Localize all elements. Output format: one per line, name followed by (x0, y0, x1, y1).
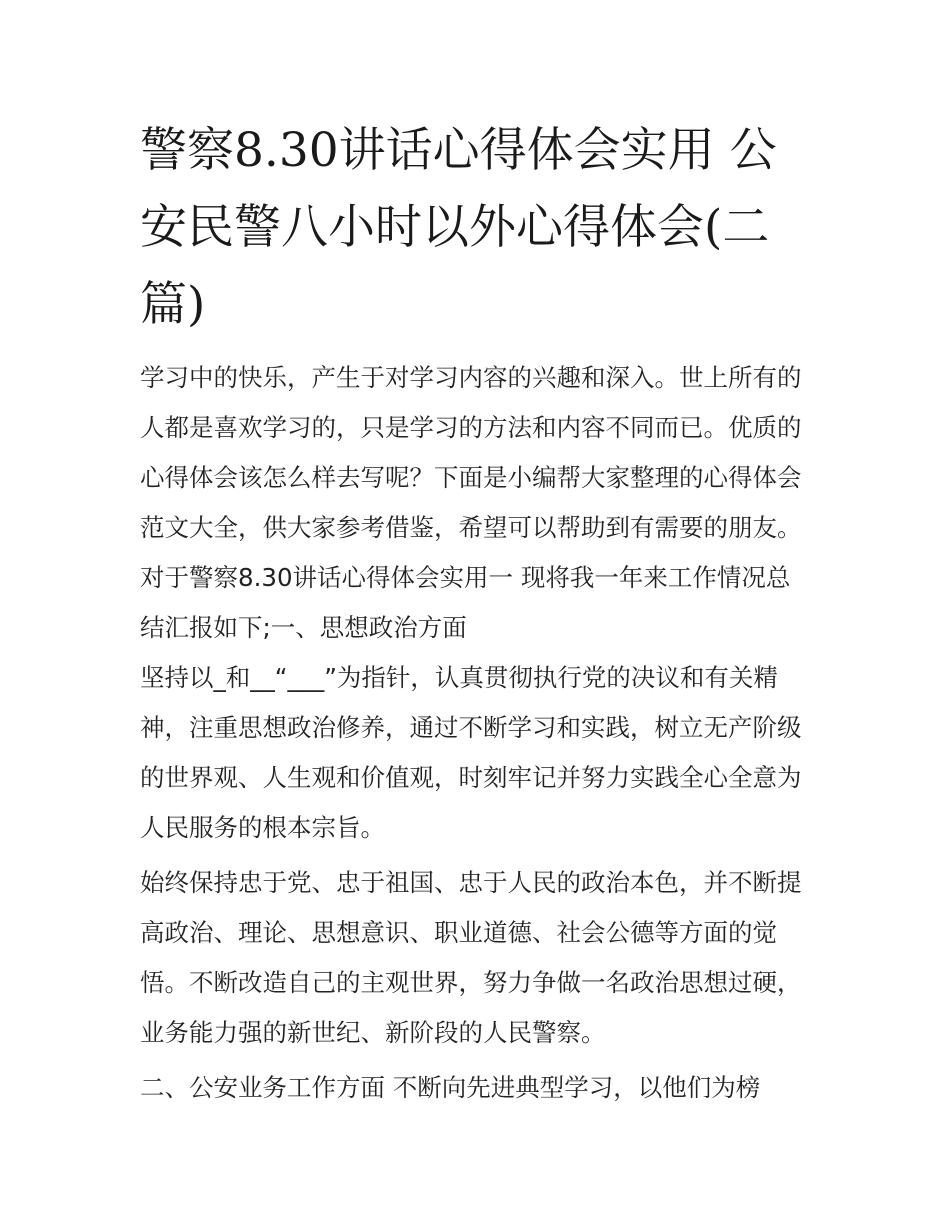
title-line-1: 警察8.30讲话心得体会实用 公 (140, 123, 777, 178)
title-line-2: 安民警八小时以外心得体会(二 (140, 200, 770, 255)
body-line: 坚持以_和__“___”为指针，认真贯彻执行党的决议和有关精 (140, 663, 778, 692)
body-line: 范文大全，供大家参考借鉴，希望可以帮助到有需要的朋友。 (140, 513, 802, 542)
body-line: 悟。不断改造自己的主观世界，努力争做一名政治思想过硬， (140, 968, 802, 997)
body-line: 业务能力强的新世纪、新阶段的人民警察。 (140, 1018, 606, 1047)
body-line: 始终保持忠于党、忠于祖国、忠于人民的政治本色，并不断提 (140, 868, 802, 897)
body-line: 高政治、理论、思想意识、职业道德、社会公德等方面的觉 (140, 918, 777, 947)
body-line: 对于警察8.30讲话心得体会实用一 现将我一年来工作情况总 (140, 563, 791, 592)
body-line: 结汇报如下;一、思想政治方面 (140, 613, 467, 642)
document-title (140, 112, 830, 343)
body-line: 人都是喜欢学习的，只是学习的方法和内容不同而已。优质的 (140, 413, 802, 442)
body-line: 心得体会该怎么样去写呢？下面是小编帮大家整理的心得体会 (140, 463, 802, 492)
body-line: 的世界观、人生观和价值观，时刻牢记并努力实践全心全意为 (140, 763, 802, 792)
body-line: 二、公安业务工作方面 不断向先进典型学习，以他们为榜 (140, 1073, 761, 1102)
body-line: 人民服务的根本宗旨。 (140, 813, 385, 842)
body-line: 神，注重思想政治修养，通过不断学习和实践，树立无产阶级 (140, 713, 802, 742)
title-line-3: 篇) (140, 277, 206, 332)
body-line: 学习中的快乐，产生于对学习内容的兴趣和深入。世上所有的 (140, 363, 802, 392)
